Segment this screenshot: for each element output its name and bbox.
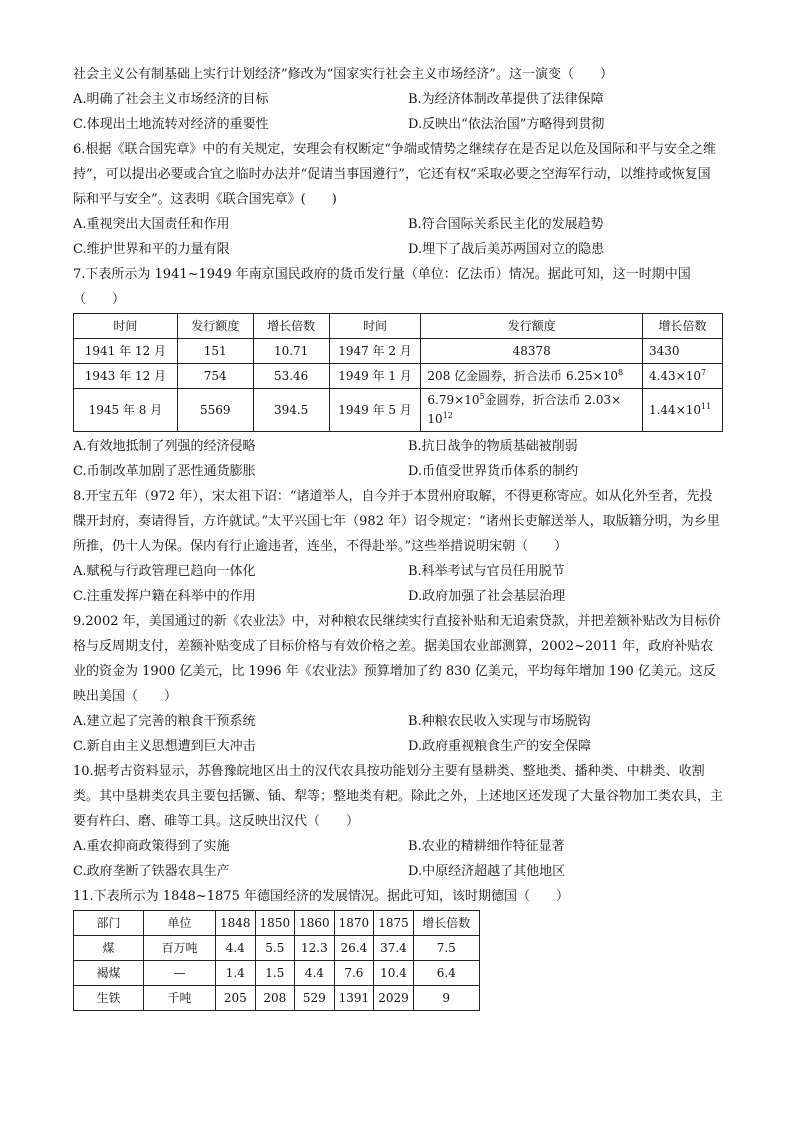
header-cell: 1848 — [216, 911, 256, 936]
currency-table — [73, 313, 723, 432]
table-cell: 1949 年 1 月 — [329, 364, 421, 389]
table-cell: 48378 — [421, 339, 643, 364]
exam-page — [73, 62, 723, 1011]
table-cell: 754 — [177, 364, 253, 389]
header-cell: 单位 — [144, 911, 216, 936]
table-row — [74, 961, 480, 986]
option-c[interactable]: C.注重发挥户籍在科举中的作用 — [73, 589, 256, 604]
cell-text: 金圆券，折合法币 2.03× — [484, 393, 622, 407]
exponent: 11 — [701, 401, 712, 411]
table-cell: 529 — [295, 986, 335, 1011]
table-row — [74, 986, 480, 1011]
table-cell: 1391 — [334, 986, 374, 1011]
option-d[interactable]: D.政府加强了社会基层治理 — [408, 589, 566, 604]
table-cell: 394.5 — [253, 389, 329, 432]
q6-options — [73, 212, 723, 262]
exponent: 7 — [701, 367, 707, 377]
q6-stem: 6.根据《联合国宪章》中的有关规定，安理会有权断定“争端或情势之继续存在是否足以危及国际和平与安全之维持”，可以提出必要或合宜之临时办法并“促请当事国遵行”，它还有权“采取必要之空海军行动，以维持或恢复国际和平与安全”。这表明《联合国宪章》( ) — [73, 142, 717, 207]
q8-stem: 8.开宝五年（972 年），宋太祖下诏：“诸道举人，自今并于本贯州府取解，不得更称寄应。如从化外至者，先投牒开封府，奏请得旨，方许就试。”太平兴国七年（982 年）诏令规定：“诸州长吏解送举人，取版籍分明，为乡里所推，仍十人为保。保内有行止逾违者，连坐，不得赴举。”这些举措说明宋朝（ ） — [73, 489, 720, 554]
table-cell: 7.5 — [413, 936, 479, 961]
header-cell: 1850 — [255, 911, 295, 936]
table-cell: 1947 年 2 月 — [329, 339, 421, 364]
cell-text: 208 亿金圆券，折合法币 6.25×10 — [427, 368, 618, 383]
table-cell: 百万吨 — [144, 936, 216, 961]
header-cell: 1860 — [295, 911, 335, 936]
option-c[interactable]: C.维护世界和平的力量有限 — [73, 242, 230, 257]
table-cell: 6.4 — [413, 961, 479, 986]
table-cell: 千吨 — [144, 986, 216, 1011]
q7-options — [73, 434, 723, 484]
table-row — [74, 389, 723, 432]
table-cell: 煤 — [74, 936, 144, 961]
option-b[interactable]: B.为经济体制改革提供了法律保障 — [408, 92, 604, 107]
exponent: 8 — [618, 367, 624, 377]
table-cell: 7.6 — [334, 961, 374, 986]
table-cell: 10.4 — [374, 961, 414, 986]
table-cell: 1943 年 12 月 — [74, 364, 178, 389]
table-cell: 1949 年 5 月 — [329, 389, 421, 432]
cell-text: 1.44×10 — [648, 402, 702, 417]
option-b[interactable]: B.符合国际关系民主化的发展趋势 — [408, 217, 604, 232]
header-cell: 发行额度 — [421, 314, 643, 339]
table-cell: 5.5 — [255, 936, 295, 961]
option-a[interactable]: A.重视突出大国责任和作用 — [73, 217, 230, 232]
table-cell — [642, 364, 722, 389]
table-cell: 1941 年 12 月 — [74, 339, 178, 364]
q9-options — [73, 709, 723, 759]
table-cell: 3430 — [642, 339, 722, 364]
table-cell: 1.5 — [255, 961, 295, 986]
option-b[interactable]: B.抗日战争的物质基础被削弱 — [408, 439, 578, 454]
option-b[interactable]: B.种粮农民收入实现与市场脱钩 — [408, 714, 591, 729]
header-cell: 部门 — [74, 911, 144, 936]
header-cell: 增长倍数 — [253, 314, 329, 339]
header-cell: 增长倍数 — [642, 314, 722, 339]
cell-text: 6.79×10 — [427, 393, 480, 407]
header-cell: 时间 — [74, 314, 178, 339]
table-cell: 4.4 — [295, 961, 335, 986]
table-header-row — [74, 314, 723, 339]
table-cell — [421, 364, 643, 389]
header-cell: 发行额度 — [177, 314, 253, 339]
table-cell: 生铁 — [74, 986, 144, 1011]
q10-stem: 10.据考古资料显示，苏鲁豫皖地区出土的汉代农具按功能划分主要有垦耕类、整地类、播种类、中耕类、收割类。其中垦耕类农具主要包括镢、锸、犁等；整地类有耙。除此之外，上述地区还发现了大量谷物加工类农具，主要有杵臼、磨、碓等工具。这反映出汉代（ ） — [73, 764, 724, 829]
table-cell: 26.4 — [334, 936, 374, 961]
germany-economy-table — [73, 910, 480, 1011]
cell-text: 4.43×10 — [648, 368, 702, 383]
table-cell: 53.46 — [253, 364, 329, 389]
table-cell: 208 — [255, 986, 295, 1011]
option-a[interactable]: A.有效地抵制了列强的经济侵略 — [73, 439, 256, 454]
option-a[interactable]: A.赋税与行政管理已趋向一体化 — [73, 564, 256, 579]
option-a[interactable]: A.建立起了完善的粮食干预系统 — [73, 714, 256, 729]
header-cell: 1875 — [374, 911, 414, 936]
exponent: 5 — [479, 392, 485, 401]
option-c[interactable]: C.新自由主义思想遭到巨大冲击 — [73, 739, 256, 754]
q5-options — [73, 87, 723, 137]
option-d[interactable]: D.反映出“依法治国”方略得到贯彻 — [408, 117, 605, 132]
option-c[interactable]: C.政府垄断了铁器农具生产 — [73, 864, 230, 879]
table-cell: 褐煤 — [74, 961, 144, 986]
q8-options — [73, 559, 723, 609]
option-d[interactable]: D.币值受世界货币体系的制约 — [408, 464, 579, 479]
intro-line: 社会主义公有制基础上实行计划经济”修改为“国家实行社会主义市场经济”。这一演变（ ） — [73, 67, 613, 82]
table-cell: 12.3 — [295, 936, 335, 961]
table-row — [74, 364, 723, 389]
table-cell: 37.4 — [374, 936, 414, 961]
table-cell — [642, 389, 722, 432]
table-row — [74, 339, 723, 364]
header-cell: 增长倍数 — [413, 911, 479, 936]
q11-stem: 11.下表所示为 1848~1875 年德国经济的发展情况。据此可知，该时期德国（ ） — [73, 889, 569, 904]
table-cell: 2029 — [374, 986, 414, 1011]
q7-stem: 7.下表所示为 1941~1949 年南京国民政府的货币发行量（单位：亿法币）情况。据此可知，这一时期中国（ ） — [73, 267, 691, 307]
option-d[interactable]: D.政府重视粮食生产的安全保障 — [408, 739, 592, 754]
option-c[interactable]: C.体现出土地流转对经济的重要性 — [73, 117, 269, 132]
header-cell: 时间 — [329, 314, 421, 339]
table-header-row — [74, 911, 480, 936]
table-cell: 10.71 — [253, 339, 329, 364]
q9-stem: 9.2002 年，美国通过的新《农业法》中，对种粮农民继续实行直接补贴和无追索贷款，并把差额补贴改为目标价格与反周期支付，差额补贴变成了目标价格与有效价格之差。据美国农业部测算，2002~2011 年，政府补贴农业的资金为 1900 亿美元，比 1996 年《农业法》预算增加了约 830 亿美元，平均每年增加 190 亿美元。这反映出美国（ ） — [73, 614, 721, 704]
table-cell: 1.4 — [216, 961, 256, 986]
table-cell: — — [144, 961, 216, 986]
q10-options — [73, 834, 723, 884]
option-a[interactable]: A.重农抑商政策得到了实施 — [73, 839, 230, 854]
option-c[interactable]: C.币制改革加剧了恶性通货膨胀 — [73, 464, 256, 479]
option-d[interactable]: D.中原经济超越了其他地区 — [408, 864, 566, 879]
table-cell — [421, 389, 643, 432]
cell-text: 10 — [427, 412, 443, 426]
header-cell: 1870 — [334, 911, 374, 936]
table-row — [74, 936, 480, 961]
table-cell: 205 — [216, 986, 256, 1011]
table-cell: 151 — [177, 339, 253, 364]
exponent: 12 — [442, 411, 453, 420]
table-cell: 5569 — [177, 389, 253, 432]
table-cell: 9 — [413, 986, 479, 1011]
option-d[interactable]: D.埋下了战后美苏两国对立的隐患 — [408, 242, 605, 257]
table-cell: 4.4 — [216, 936, 256, 961]
table-cell: 1945 年 8 月 — [74, 389, 178, 432]
option-b[interactable]: B.科举考试与官员任用脱节 — [408, 564, 565, 579]
option-a[interactable]: A.明确了社会主义市场经济的目标 — [73, 92, 269, 107]
option-b[interactable]: B.农业的精耕细作特征显著 — [408, 839, 565, 854]
